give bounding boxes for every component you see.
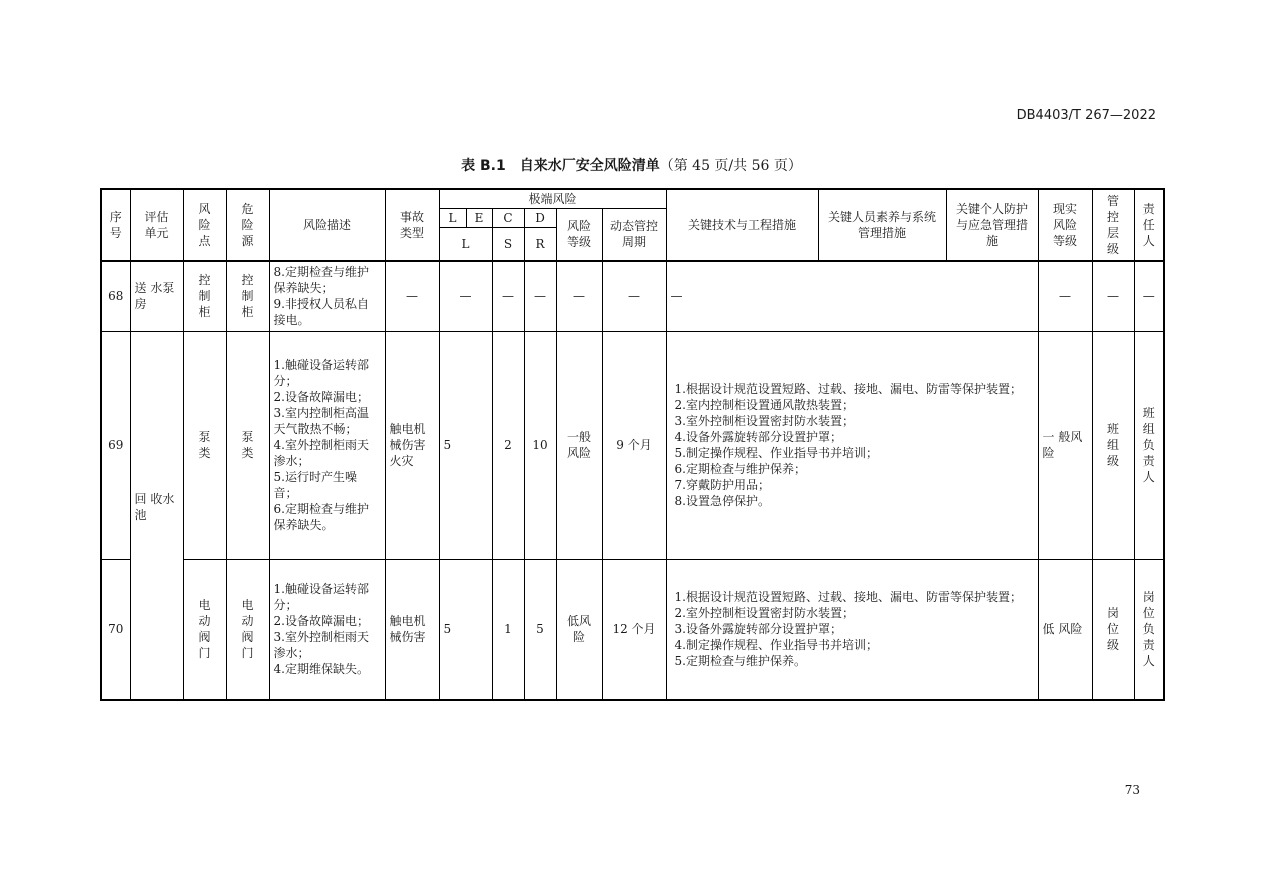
head-hazard: 危险源 (226, 189, 269, 261)
head-S: S (492, 227, 524, 261)
row-actual-level: — (1038, 261, 1092, 331)
caption-title: 表 B.1 自来水厂安全风险清单 (461, 158, 660, 174)
row-risk-level: 一般风险 (556, 331, 602, 559)
head-responsible: 责任人 (1134, 189, 1164, 261)
head-E: E (466, 208, 492, 227)
head-accident-type: 事故类型 (385, 189, 439, 261)
table-row (101, 261, 1164, 331)
row-measures: — (666, 261, 1038, 331)
head-control-tier: 管控层级 (1092, 189, 1134, 261)
row-risk-desc: 1.触碰设备运转部分； 2.设备故障漏电； 3.室外控制柜雨天渗水； 4.定期维保缺失。 (269, 559, 385, 700)
head-risk-level: 风险等级 (556, 208, 602, 261)
head-risk-desc: 风险描述 (269, 189, 385, 261)
row-responsible: 岗位负责人 (1134, 559, 1164, 700)
row-risk-level: 低风险 (556, 559, 602, 700)
row-S: 2 (492, 331, 524, 559)
document-code: DB4403/T 267—2022 (1016, 108, 1156, 123)
head-L-merged: L (439, 227, 492, 261)
row-responsible: 班组负责人 (1134, 331, 1164, 559)
row-hazard: 泵类 (226, 331, 269, 559)
row-cycle: — (602, 261, 666, 331)
row-S: 1 (492, 559, 524, 700)
row-actual-level: 低 风险 (1038, 559, 1092, 700)
row-R: 5 (524, 559, 556, 700)
row-measures: 1.根据设计规范设置短路、过载、接地、漏电、防雷等保护装置； 2.室内控制柜设置通风散热装置； 3.室外控制柜设置密封防水装置； 4.设备外露旋转部分设置护罩； 5.制定操作规程、作业指导书并培训； 6.定期检查与维护保养； 7.穿戴防护用品； 8.设置急停保护。 (666, 331, 1038, 559)
table-caption (0, 155, 1263, 175)
head-actual-level: 现实风险等级 (1038, 189, 1092, 261)
row-control-tier: 岗位级 (1092, 559, 1134, 700)
row-seq: 69 (101, 331, 130, 559)
row-S: — (492, 261, 524, 331)
row-control-tier: — (1092, 261, 1134, 331)
head-tech-measures: 关键技术与工程措施 (666, 189, 818, 261)
head-L: L (439, 208, 466, 227)
caption-page-info: （第 45 页/共 56 页） (659, 158, 802, 174)
row-risk-point: 电动阀门 (183, 559, 226, 700)
head-extreme-risk: 极端风险 (439, 189, 666, 208)
row-seq: 68 (101, 261, 130, 331)
row-unit: 送 水泵房 (130, 261, 183, 331)
row-accident-type: — (385, 261, 439, 331)
page-number: 73 (1124, 783, 1140, 797)
row-seq: 70 (101, 559, 130, 700)
row-L: — (439, 261, 492, 331)
row-actual-level: 一 般风险 (1038, 331, 1092, 559)
head-D: D (524, 208, 556, 227)
row-risk-point: 控制柜 (183, 261, 226, 331)
row-L: 5 (439, 331, 492, 559)
row-unit: 回 收水池 (130, 331, 183, 700)
row-cycle: 12 个月 (602, 559, 666, 700)
row-risk-level: — (556, 261, 602, 331)
head-unit: 评估单元 (130, 189, 183, 261)
row-hazard: 电动阀门 (226, 559, 269, 700)
row-measures: 1.根据设计规范设置短路、过载、接地、漏电、防雷等保护装置； 2.室外控制柜设置密封防水装置； 3.设备外露旋转部分设置护罩； 4.制定操作规程、作业指导书并培训； 5.定期检查与维护保养。 (666, 559, 1038, 700)
row-accident-type: 触电机械伤害 (385, 559, 439, 700)
head-ppe-measures: 关键个人防护与应急管理措施 (946, 189, 1038, 261)
row-risk-desc: 1.触碰设备运转部分； 2.设备故障漏电； 3.室内控制柜高温天气散热不畅； 4.室外控制柜雨天渗水； 5.运行时产生噪音； 6.定期检查与维护保养缺失。 (269, 331, 385, 559)
head-R: R (524, 227, 556, 261)
row-accident-type: 触电机械伤害火灾 (385, 331, 439, 559)
row-risk-point: 泵类 (183, 331, 226, 559)
row-risk-desc: 8.定期检查与维护保养缺失； 9.非授权人员私自接电。 (269, 261, 385, 331)
table-row (101, 559, 1164, 700)
row-control-tier: 班组级 (1092, 331, 1134, 559)
head-C: C (492, 208, 524, 227)
row-R: 10 (524, 331, 556, 559)
row-R: — (524, 261, 556, 331)
head-staff-measures: 关键人员素养与系统管理措施 (818, 189, 946, 261)
table-row (101, 331, 1164, 559)
row-hazard: 控制柜 (226, 261, 269, 331)
risk-table (100, 188, 1165, 701)
row-responsible: — (1134, 261, 1164, 331)
head-seq: 序号 (101, 189, 130, 261)
row-cycle: 9 个月 (602, 331, 666, 559)
head-dynamic-cycle: 动态管控周期 (602, 208, 666, 261)
head-risk-point: 风险点 (183, 189, 226, 261)
row-L: 5 (439, 559, 492, 700)
